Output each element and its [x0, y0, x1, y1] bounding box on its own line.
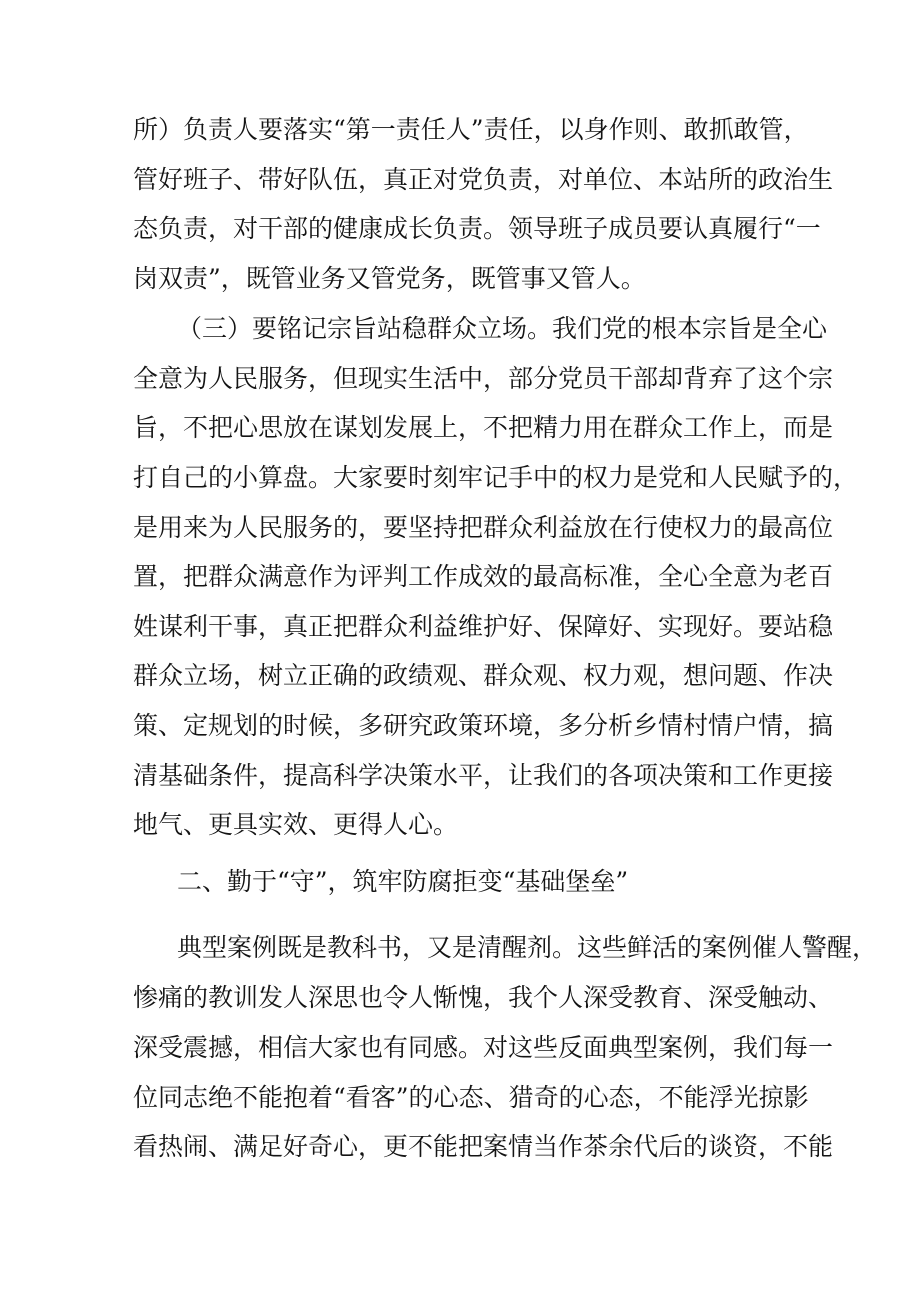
paragraph-line: 管好班子、带好队伍，真正对党负责，对单位、本站所的政治生: [133, 165, 834, 194]
paragraph-line: 惨痛的教训发人深思也令人惭愧，我个人深受教育、深受触动、: [133, 983, 834, 1012]
paragraph-line: （三）要铭记宗旨站稳群众立场。我们党的根本宗旨是全心: [177, 314, 828, 343]
paragraph-line: 打自己的小算盘。大家要时刻牢记手中的权力是党和人民赋予的，: [133, 463, 859, 492]
section-heading: 二、勤于“守”，筑牢防腐拒变“基础堡垒”: [177, 867, 629, 896]
paragraph-line: 看热闹、满足好奇心，更不能把案情当作茶余代后的谈资，不能: [133, 1132, 834, 1161]
paragraph-line: 深受震撼，相信大家也有同感。对这些反面典型案例，我们每一: [133, 1033, 834, 1062]
paragraph-line: 清基础条件，提高科学决策水平，让我们的各项决策和工作更接: [133, 761, 834, 790]
paragraph-line: 群众立场，树立正确的政绩观、群众观、权力观，想问题、作决: [133, 661, 834, 690]
paragraph-line: 旨，不把心思放在谋划发展上，不把精力用在群众工作上，而是: [133, 413, 834, 442]
paragraph-line: 全意为人民服务，但现实生活中，部分党员干部却背弃了这个宗: [133, 364, 834, 393]
paragraph-line: 岗双责”，既管业务又管党务，既管事又管人。: [133, 264, 646, 293]
paragraph-line: 置，把群众满意作为评判工作成效的最高标准，全心全意为老百: [133, 562, 834, 591]
paragraph-line: 位同志绝不能抱着“看客”的心态、猎奇的心态，不能浮光掠影: [133, 1083, 809, 1112]
paragraph-line: 策、定规划的时候，多研究政策环境，多分析乡情村情户情，搞: [133, 711, 834, 740]
paragraph-line: 地气、更具实效、更得人心。: [133, 810, 459, 839]
paragraph-line: 态负责，对干部的健康成长负责。领导班子成员要认真履行“一: [133, 214, 821, 243]
paragraph-line: 典型案例既是教科书，又是清醒剂。这些鲜活的案例催人警醒，: [177, 933, 878, 962]
paragraph-line: 所）负责人要落实“第一责任人”责任，以身作则、敢抓敢管，: [133, 115, 809, 144]
paragraph-line: 是用来为人民服务的，要坚持把群众利益放在行使权力的最高位: [133, 513, 834, 542]
paragraph-line: 姓谋利干事，真正把群众利益维护好、保障好、实现好。要站稳: [133, 612, 834, 641]
